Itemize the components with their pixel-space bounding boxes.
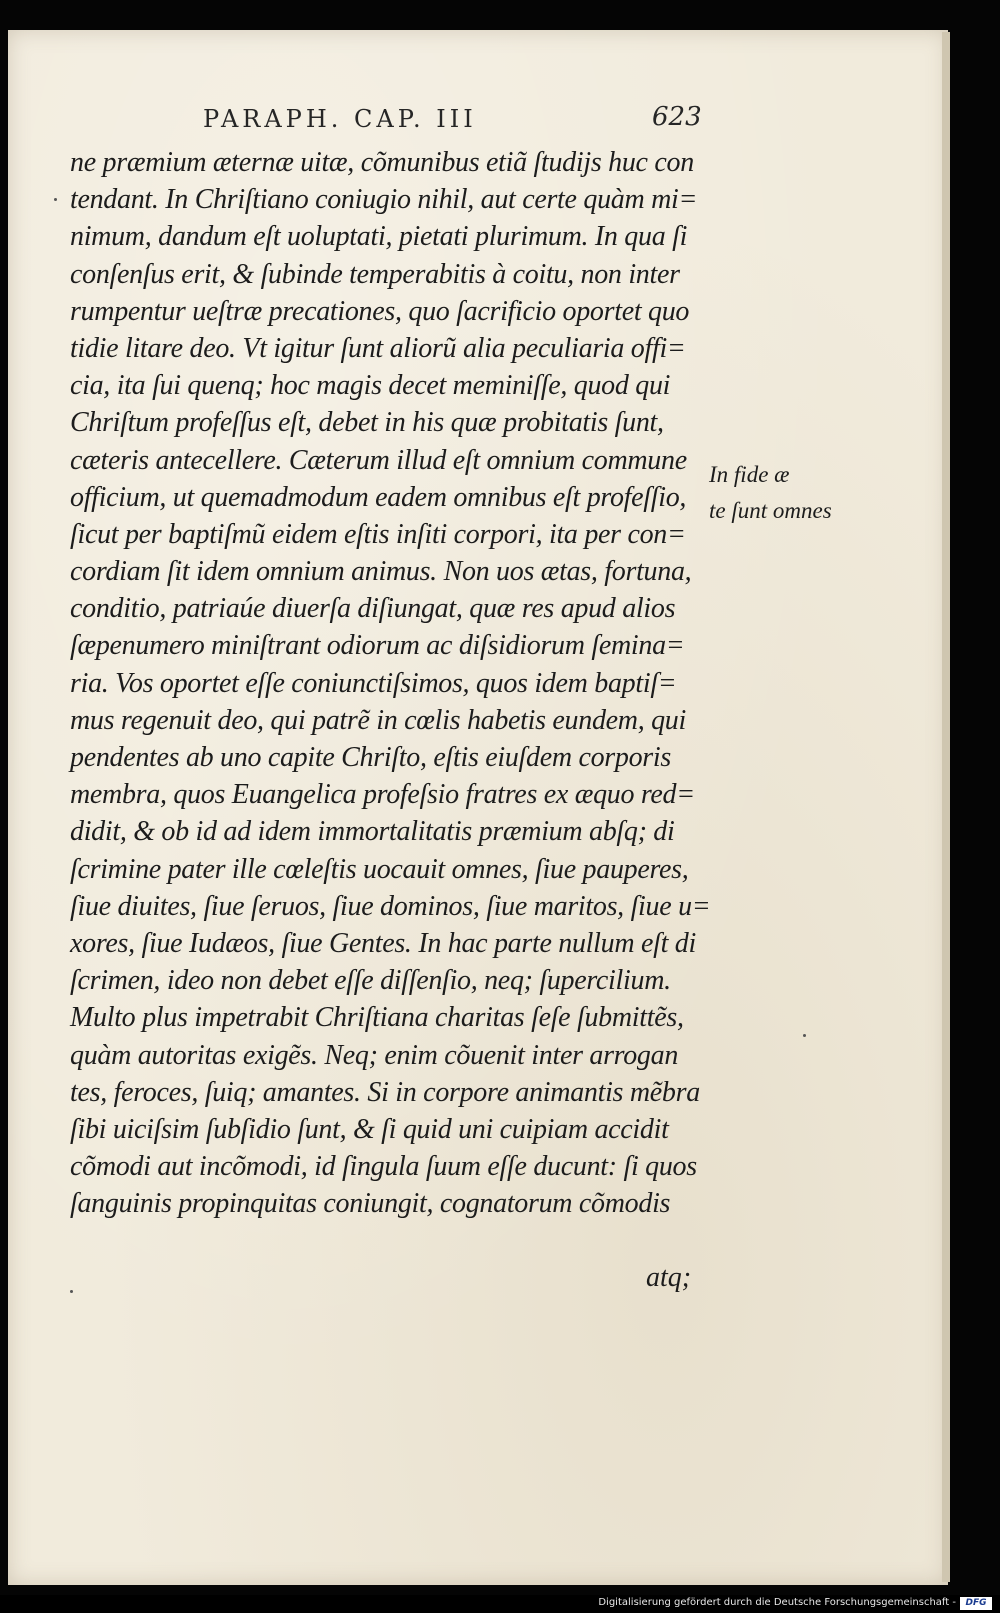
ink-speck bbox=[803, 1034, 806, 1037]
page-number: 623 bbox=[652, 102, 702, 132]
text-line: tendant. In Chriſtiano coniugio nihil, aut certe quàm mi= bbox=[70, 184, 698, 216]
text-line: nimum, dandum eſt uoluptati, pietati plurimum. In qua ſi bbox=[70, 221, 688, 253]
dfg-logo-icon: DFG bbox=[960, 1597, 992, 1610]
main-text-block bbox=[70, 144, 720, 1222]
text-line: tes, feroces, ſuiq; amantes. Si in corpore animantis mẽbra bbox=[70, 1076, 700, 1108]
text-line: ſibi uiciſsim ſubſidio ſunt, & ſi quid uni cuipiam accidit bbox=[70, 1113, 669, 1145]
text-line: cordiam ſit idem omnium animus. Non uos ætas, fortuna, bbox=[70, 556, 692, 588]
text-line: didit, & ob id ad idem immortalitatis præmium abſq; di bbox=[70, 816, 675, 848]
marginal-note bbox=[709, 457, 844, 529]
text-line: ria. Vos oportet eſſe coniunctiſsimos, quos idem baptiſ= bbox=[70, 667, 677, 699]
text-line: ſcrimine pater ille cœleſtis uocauit omnes, ſiue pauperes, bbox=[70, 853, 689, 885]
page-edge bbox=[942, 32, 950, 1582]
text-line: ne præmium æternæ uitæ, cõmunibus etiã ſtudijs huc con bbox=[70, 147, 694, 178]
text-line: ſæpenumero miniſtrant odiorum ac diſsidiorum ſemina= bbox=[70, 630, 685, 662]
text-line: officium, ut quemadmodum eadem omnibus eſt profeſſio, bbox=[70, 481, 687, 513]
text-line: membra, quos Euangelica profeſsio fratres ex æquo red= bbox=[70, 779, 695, 811]
text-line: ſanguinis propinquitas coniungit, cognatorum cõmodis bbox=[70, 1188, 671, 1220]
ink-speck bbox=[70, 1290, 73, 1293]
running-title: PARAPH. CAP. III bbox=[203, 105, 477, 133]
text-line: cõmodi aut incõmodi, id ſingula ſuum eſſe ducunt: ſi quos bbox=[70, 1151, 697, 1183]
catchword: atq; bbox=[646, 1262, 692, 1293]
text-line: conditio, patriaúe diuerſa diſiungat, quæ res apud alios bbox=[70, 593, 676, 625]
text-line: ſicut per baptiſmũ eidem eſtis inſiti corpori, ita per con= bbox=[70, 518, 686, 550]
footer-credit: Digitalisierung gefördert durch die Deutsche Forschungsgemeinschaft - bbox=[598, 1597, 956, 1608]
text-line: ſcrimen, ideo non debet eſſe diſſenſio, neq; ſupercilium. bbox=[70, 965, 671, 997]
ink-speck bbox=[54, 198, 57, 201]
text-line: Multo plus impetrabit Chriſtiana charitas ſeſe ſubmittẽs, bbox=[70, 1002, 684, 1034]
text-line: Chriſtum profeſſus eſt, debet in his quæ probitatis ſunt, bbox=[70, 407, 664, 439]
text-line: cæteris antecellere. Cæterum illud eſt omnium commune bbox=[70, 444, 687, 476]
text-line: xores, ſiue Iudæos, ſiue Gentes. In hac parte nullum eſt di bbox=[70, 927, 696, 959]
text-line: cia, ita ſui quenq; hoc magis decet meminiſſe, quod qui bbox=[70, 370, 671, 402]
text-line: pendentes ab uno capite Chriſto, eſtis eiuſdem corporis bbox=[70, 742, 671, 773]
text-line: ſiue diuites, ſiue ſeruos, ſiue dominos, ſiue maritos, ſiue u= bbox=[70, 890, 711, 922]
text-line: tidie litare deo. Vt igitur ſunt aliorũ alia peculiaria offi= bbox=[70, 332, 686, 364]
text-line: mus regenuit deo, qui patrẽ in cœlis habetis eundem, qui bbox=[70, 704, 686, 736]
text-line: rumpentur ueſtræ precationes, quo ſacrificio oportet quo bbox=[70, 295, 690, 327]
text-line: conſenſus erit, & ſubinde temperabitis à coitu, non inter bbox=[70, 258, 680, 290]
marginal-note-line: te ſunt omnes bbox=[709, 498, 832, 523]
marginal-note-line: In fide æ bbox=[709, 462, 790, 487]
text-line: quàm autoritas exigẽs. Neq; enim cõuenit inter arrogan bbox=[70, 1039, 679, 1071]
